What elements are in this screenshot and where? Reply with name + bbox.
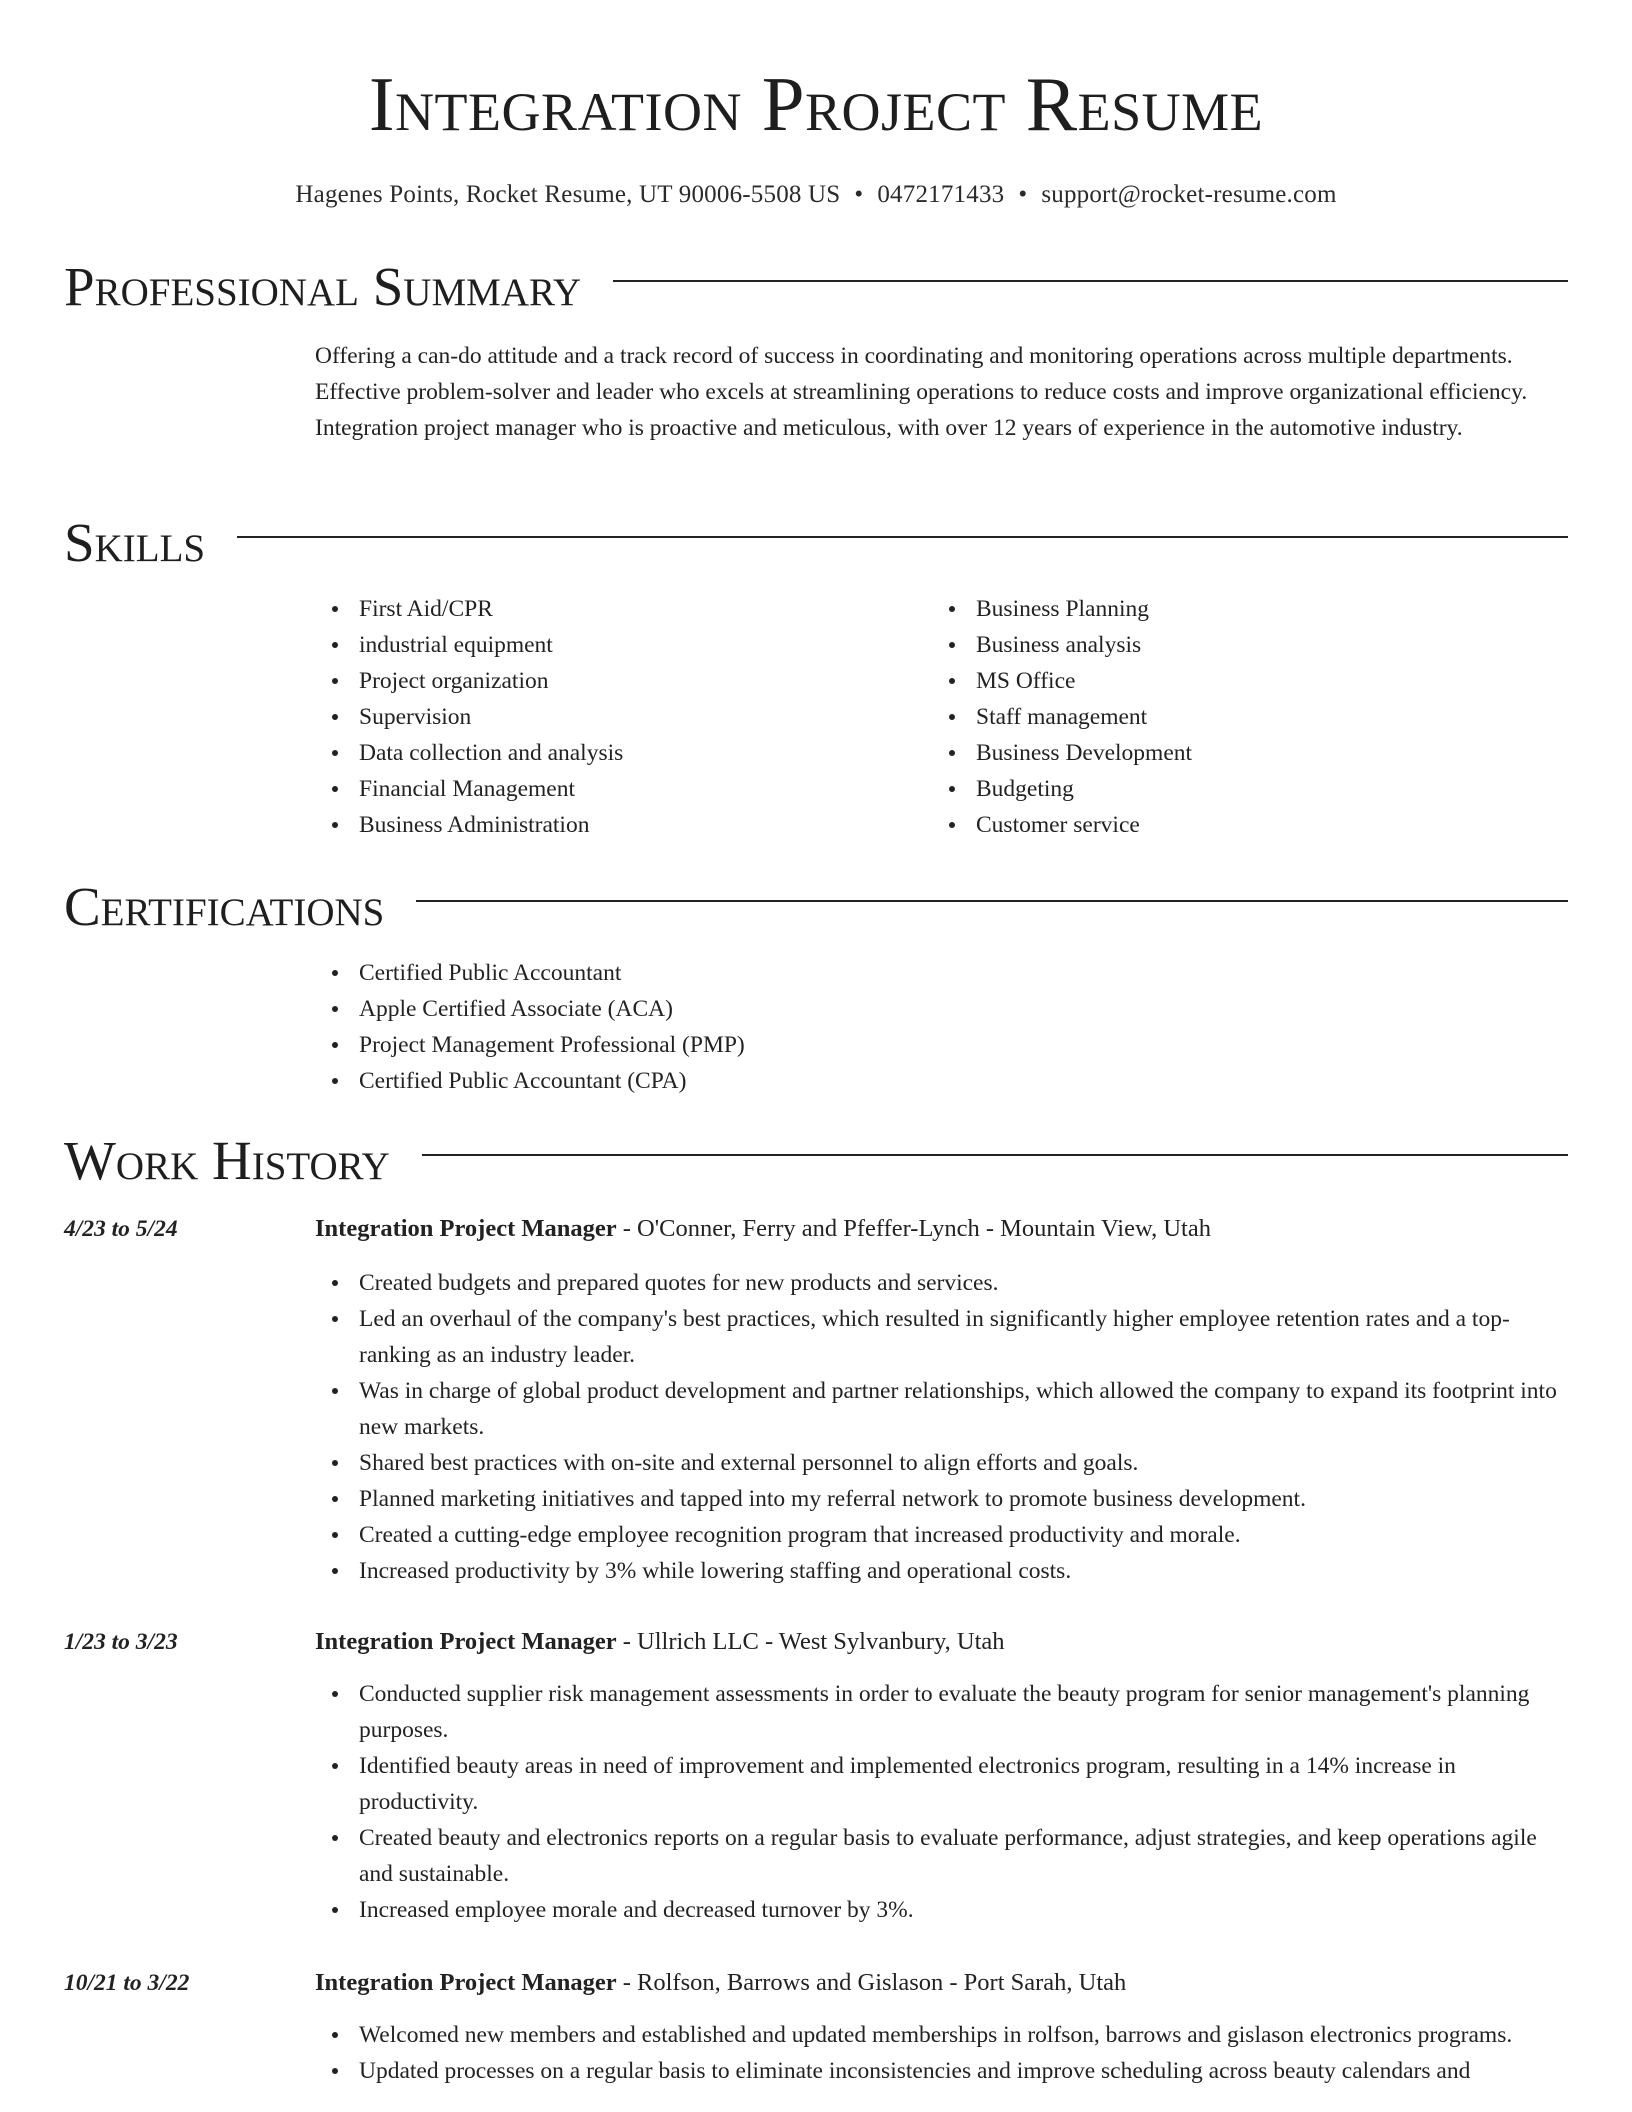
skill-item: Data collection and analysis [315,735,932,771]
section-title-work: Work History [64,1130,390,1191]
skill-item: industrial equipment [315,627,932,663]
duty-item: Planned marketing initiatives and tapped into my referral network to promote business development. [315,1481,1568,1517]
skill-item: Financial Management [315,771,932,807]
job-date: 4/23 to 5/24 [64,1216,178,1242]
duty-item: Welcomed new members and established and updated memberships in rolfson, barrows and gislason electronics programs. [315,2017,1568,2053]
skill-item: Customer service [932,807,1549,843]
job-duties [315,1676,1568,1928]
contact-separator: • [1018,181,1028,208]
section-divider [613,280,1568,282]
section-header-skills [64,512,1568,573]
job-date: 10/21 to 3/22 [64,1970,190,1996]
section-title-summary: Professional Summary [64,256,582,317]
skills-column-right [932,591,1549,843]
job-duties [315,1265,1568,1589]
duty-item: Created budgets and prepared quotes for new products and services. [315,1265,1568,1301]
job-title: Integration Project Manager [315,1215,617,1242]
section-header-summary [64,256,1568,317]
skill-item: Business Administration [315,807,932,843]
job-duties-list [315,1676,1568,1928]
duty-item: Updated processes on a regular basis to eliminate inconsistencies and improve scheduling across beauty calendars and [315,2053,1568,2089]
summary-text: Offering a can-do attitude and a track record of success in coordinating and monitoring operations across multiple departments. Effective problem-solver and leader who excels at streamlining operations to reduce costs and improve organizational efficiency. Integration project manager who is proactive and meticulous, with over 12 years of experience in the automotive industry. [315,343,1528,441]
certification-item: Apple Certified Associate (ACA) [315,991,1568,1027]
job-title-line [315,1624,1005,1660]
resume-name: Integration Project Resume [368,61,1264,147]
skill-item: Business analysis [932,627,1549,663]
resume-page [64,0,1568,2084]
certifications-block [315,955,1568,1099]
section-divider [237,536,1568,538]
job-title-line [315,1965,1126,2001]
job-employer: - O'Conner, Ferry and Pfeffer-Lynch - Mountain View, Utah [616,1215,1211,1242]
contact-separator: • [854,181,864,208]
duty-item: Increased employee morale and decreased turnover by 3%. [315,1892,1568,1928]
duty-item: Conducted supplier risk management assessments in order to evaluate the beauty program for senior management's planning purposes. [315,1676,1568,1748]
skill-item: Business Development [932,735,1549,771]
duty-item: Created a cutting-edge employee recognition program that increased productivity and morale. [315,1517,1568,1553]
duty-item: Shared best practices with on-site and external personnel to align efforts and goals. [315,1445,1568,1481]
skill-item: MS Office [932,663,1549,699]
contact-address: Hagenes Points, Rocket Resume, UT 90006-5508 US [295,181,841,208]
job-employer: - Rolfson, Barrows and Gislason - Port Sarah, Utah [616,1969,1127,1996]
job-duties [315,2017,1568,2089]
certification-item: Certified Public Accountant (CPA) [315,1063,1568,1099]
section-divider [416,900,1568,902]
section-divider [422,1154,1568,1156]
duty-item: Increased productivity by 3% while lowering staffing and operational costs. [315,1553,1568,1589]
skill-item: Budgeting [932,771,1549,807]
job-duties-list [315,2017,1568,2089]
skill-item: First Aid/CPR [315,591,932,627]
skill-item: Supervision [315,699,932,735]
duty-item: Was in charge of global product development and partner relationships, which allowed the company to expand its footprint into new markets. [315,1373,1568,1445]
skill-item: Business Planning [932,591,1549,627]
section-title-skills: Skills [64,512,206,573]
job-title-line [315,1211,1211,1247]
job-title: Integration Project Manager [315,1628,617,1655]
certifications-list [315,955,1568,1099]
duty-item: Created beauty and electronics reports on a regular basis to evaluate performance, adjust strategies, and keep operations agile and sustainable. [315,1820,1568,1892]
section-title-certifications: Certifications [64,876,385,937]
job-date: 1/23 to 3/23 [64,1629,178,1655]
skill-item: Staff management [932,699,1549,735]
duty-item: Led an overhaul of the company's best practices, which resulted in significantly higher employee retention rates and a top-ranking as an industry leader. [315,1301,1568,1373]
duty-item: Identified beauty areas in need of improvement and implemented electronics program, resulting in a 14% increase in productivity. [315,1748,1568,1820]
skills-list [315,591,1568,843]
skills-column-left [315,591,932,843]
job-title: Integration Project Manager [315,1969,617,1996]
section-header-certifications [64,876,1568,937]
contact-phone: 0472171433 [877,181,1005,208]
job-duties-list [315,1265,1568,1589]
job-employer: - Ullrich LLC - West Sylvanbury, Utah [616,1628,1005,1655]
summary-block [315,338,1568,446]
section-header-work [64,1130,1568,1191]
contact-email: support@rocket-resume.com [1041,181,1337,208]
skill-item: Project organization [315,663,932,699]
certification-item: Certified Public Accountant [315,955,1568,991]
certification-item: Project Management Professional (PMP) [315,1027,1568,1063]
contact-line [64,181,1568,209]
